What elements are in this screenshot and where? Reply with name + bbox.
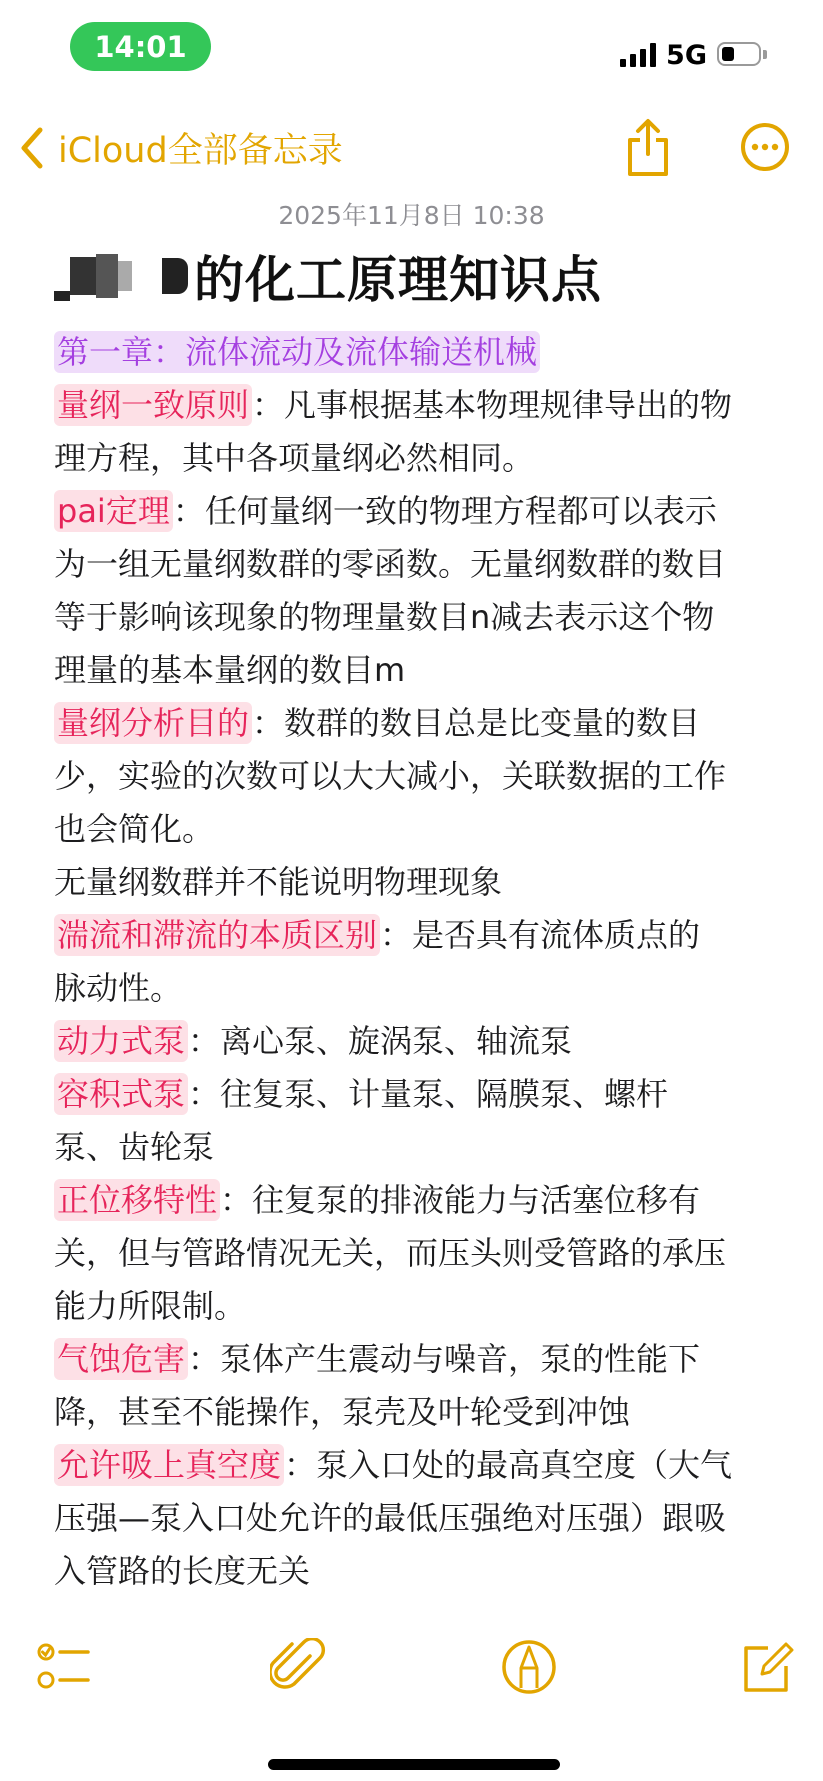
bottom-toolbar bbox=[0, 1632, 823, 1702]
body-text: ：泵体产生震动与噪音，泵的性能下 bbox=[188, 1340, 701, 1378]
body-text: 少，实验的次数可以大大减小，关联数据的工作 bbox=[54, 757, 727, 795]
back-button[interactable] bbox=[18, 118, 343, 178]
paperclip-icon[interactable] bbox=[270, 1638, 328, 1696]
note-line bbox=[54, 1227, 774, 1280]
status-indicators bbox=[620, 36, 767, 74]
note-body[interactable] bbox=[54, 326, 774, 1598]
note-line bbox=[54, 1492, 774, 1545]
note-line bbox=[54, 962, 774, 1015]
term-highlight: 量纲一致原则 bbox=[54, 384, 252, 426]
note-title: 的化工原理知识点 bbox=[194, 251, 602, 309]
note-line bbox=[54, 909, 774, 962]
note-line bbox=[54, 750, 774, 803]
body-text: 压强—泵入口处允许的最低压强绝对压强）跟吸 bbox=[54, 1499, 727, 1537]
redacted-name bbox=[54, 251, 188, 301]
more-options-icon[interactable] bbox=[740, 122, 790, 172]
compose-icon[interactable] bbox=[738, 1638, 796, 1696]
body-text: 入管路的长度无关 bbox=[54, 1552, 311, 1590]
battery-icon bbox=[717, 42, 767, 68]
markup-pen-icon[interactable] bbox=[500, 1638, 558, 1696]
note-line bbox=[54, 1280, 774, 1333]
note-title-row bbox=[54, 240, 602, 312]
body-text: 为一组无量纲数群的零函数。无量纲数群的数目 bbox=[54, 545, 727, 583]
term-highlight: 允许吸上真空度 bbox=[54, 1444, 284, 1486]
body-text: 泵、齿轮泵 bbox=[54, 1128, 215, 1166]
note-line bbox=[54, 856, 774, 909]
note-line bbox=[54, 1439, 774, 1492]
note-line bbox=[54, 697, 774, 750]
term-highlight: pai定理 bbox=[54, 490, 173, 532]
body-text: ：凡事根据基本物理规律导出的物 bbox=[252, 386, 733, 424]
term-highlight: 容积式泵 bbox=[54, 1073, 188, 1115]
body-text: 也会简化。 bbox=[54, 810, 215, 848]
note-line bbox=[54, 1068, 774, 1121]
body-text: ：往复泵、计量泵、隔膜泵、螺杆 bbox=[188, 1075, 669, 1113]
term-highlight: 正位移特性 bbox=[54, 1179, 220, 1221]
note-line bbox=[54, 432, 774, 485]
home-indicator bbox=[268, 1759, 560, 1770]
note-date: 2025年11月8日 10:38 bbox=[278, 201, 545, 230]
note-line bbox=[54, 1121, 774, 1174]
note-line bbox=[54, 591, 774, 644]
note-line bbox=[54, 1386, 774, 1439]
term-highlight: 气蚀危害 bbox=[54, 1338, 188, 1380]
body-text: ：泵入口处的最高真空度（大气 bbox=[284, 1446, 733, 1484]
body-text: ：数群的数目总是比变量的数目 bbox=[252, 704, 701, 742]
chevron-left-icon bbox=[18, 126, 46, 170]
network-type: 5G bbox=[666, 39, 707, 71]
chapter-heading: 第一章：流体流动及流体输送机械 bbox=[54, 331, 540, 373]
body-text: ：任何量纲一致的物理方程都可以表示 bbox=[172, 492, 717, 530]
note-line bbox=[54, 1015, 774, 1068]
note-line bbox=[54, 644, 774, 697]
note-line bbox=[54, 326, 774, 379]
note-line bbox=[54, 379, 774, 432]
body-text: 能力所限制。 bbox=[54, 1287, 247, 1325]
cellular-signal-icon bbox=[620, 43, 656, 67]
share-icon[interactable] bbox=[625, 118, 671, 178]
body-text: 降，甚至不能操作，泵壳及叶轮受到冲蚀 bbox=[54, 1393, 631, 1431]
body-text: ：往复泵的排液能力与活塞位移有 bbox=[220, 1181, 701, 1219]
note-line bbox=[54, 485, 774, 538]
body-text: 关，但与管路情况无关，而压头则受管路的承压 bbox=[54, 1234, 727, 1272]
term-highlight: 湍流和滞流的本质区别 bbox=[54, 914, 380, 956]
back-label: iCloud全部备忘录 bbox=[58, 131, 343, 171]
term-highlight: 量纲分析目的 bbox=[54, 702, 252, 744]
note-line bbox=[54, 1333, 774, 1386]
nav-bar bbox=[0, 118, 823, 178]
body-text: 理方程，其中各项量纲必然相同。 bbox=[54, 439, 535, 477]
term-highlight: 动力式泵 bbox=[54, 1020, 188, 1062]
note-line bbox=[54, 803, 774, 856]
body-text: 无量纲数群并不能说明物理现象 bbox=[54, 863, 503, 901]
body-text: 脉动性。 bbox=[54, 969, 183, 1007]
body-text: 理量的基本量纲的数目m bbox=[54, 651, 406, 689]
body-text: 等于影响该现象的物理量数目n减去表示这个物 bbox=[54, 598, 715, 636]
body-text: ：是否具有流体质点的 bbox=[380, 916, 701, 954]
note-line bbox=[54, 538, 774, 591]
body-text: ：离心泵、旋涡泵、轴流泵 bbox=[188, 1022, 573, 1060]
checklist-icon[interactable] bbox=[36, 1638, 94, 1696]
note-line bbox=[54, 1174, 774, 1227]
status-time: 14:01 bbox=[70, 22, 211, 71]
